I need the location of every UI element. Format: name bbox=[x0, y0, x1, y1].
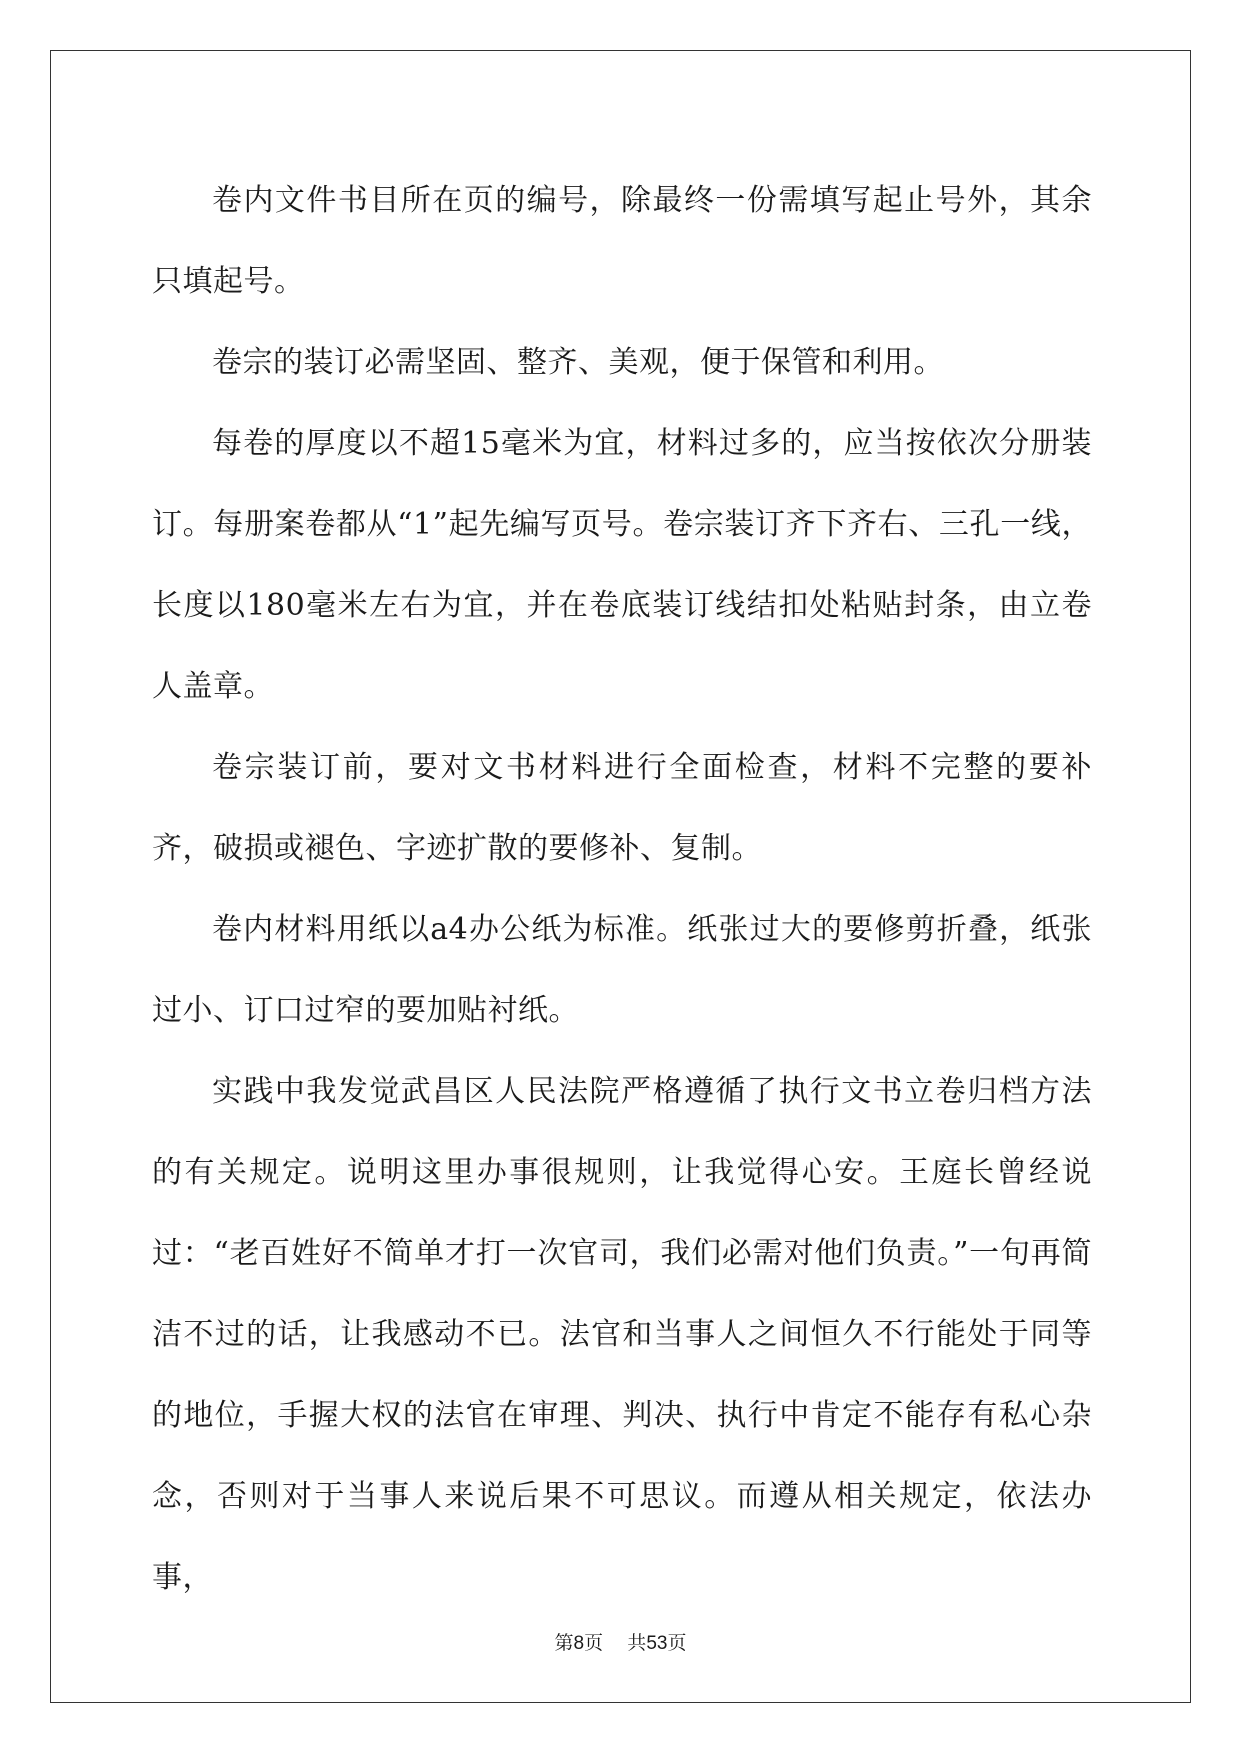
document-body bbox=[152, 160, 1092, 1618]
paragraph: 卷内材料用纸以a4办公纸为标准。纸张过大的要修剪折叠，纸张过小、订口过窄的要加贴衬纸。 bbox=[152, 912, 1092, 1028]
total-suffix: 页 bbox=[667, 1632, 687, 1654]
page-prefix: 第 bbox=[554, 1632, 574, 1654]
paragraph: 卷宗的装订必需坚固、整齐、美观，便于保管和利用。 bbox=[212, 345, 944, 380]
paragraph: 实践中我发觉武昌区人民法院严格遵循了执行文书立卷归档方法的有关规定。说明这里办事很规则，让我觉得心安。王庭长曾经说过：“老百姓好不简单才打一次官司，我们必需对他们负责。”一句再简洁不过的话，让我感动不已。法官和当事人之间恒久不行能处于同等的地位，手握大权的法官在审理、判决、执行中肯定不能存有私心杂念，否则对于当事人来说后果不可思议。而遵从相关规定，依法办事， bbox=[152, 1074, 1092, 1595]
total-pages: 53 bbox=[646, 1633, 668, 1654]
page-footer bbox=[0, 1628, 1241, 1655]
paragraph: 卷宗装订前，要对文书材料进行全面检查，材料不完整的要补齐，破损或褪色、字迹扩散的要修补、复制。 bbox=[152, 750, 1092, 866]
paragraph: 每卷的厚度以不超15毫米为宜，材料过多的，应当按依次分册装订。每册案卷都从“1”起先编写页号。卷宗装订齐下齐右、三孔一线，长度以180毫米左右为宜，并在卷底装订线结扣处粘贴封条，由立卷人盖章。 bbox=[152, 426, 1092, 704]
paragraph: 卷内文件书目所在页的编号，除最终一份需填写起止号外，其余只填起号。 bbox=[152, 183, 1092, 299]
page-number: 8 bbox=[573, 1633, 585, 1654]
total-prefix: 共 bbox=[627, 1632, 647, 1654]
page-suffix: 页 bbox=[584, 1632, 604, 1654]
